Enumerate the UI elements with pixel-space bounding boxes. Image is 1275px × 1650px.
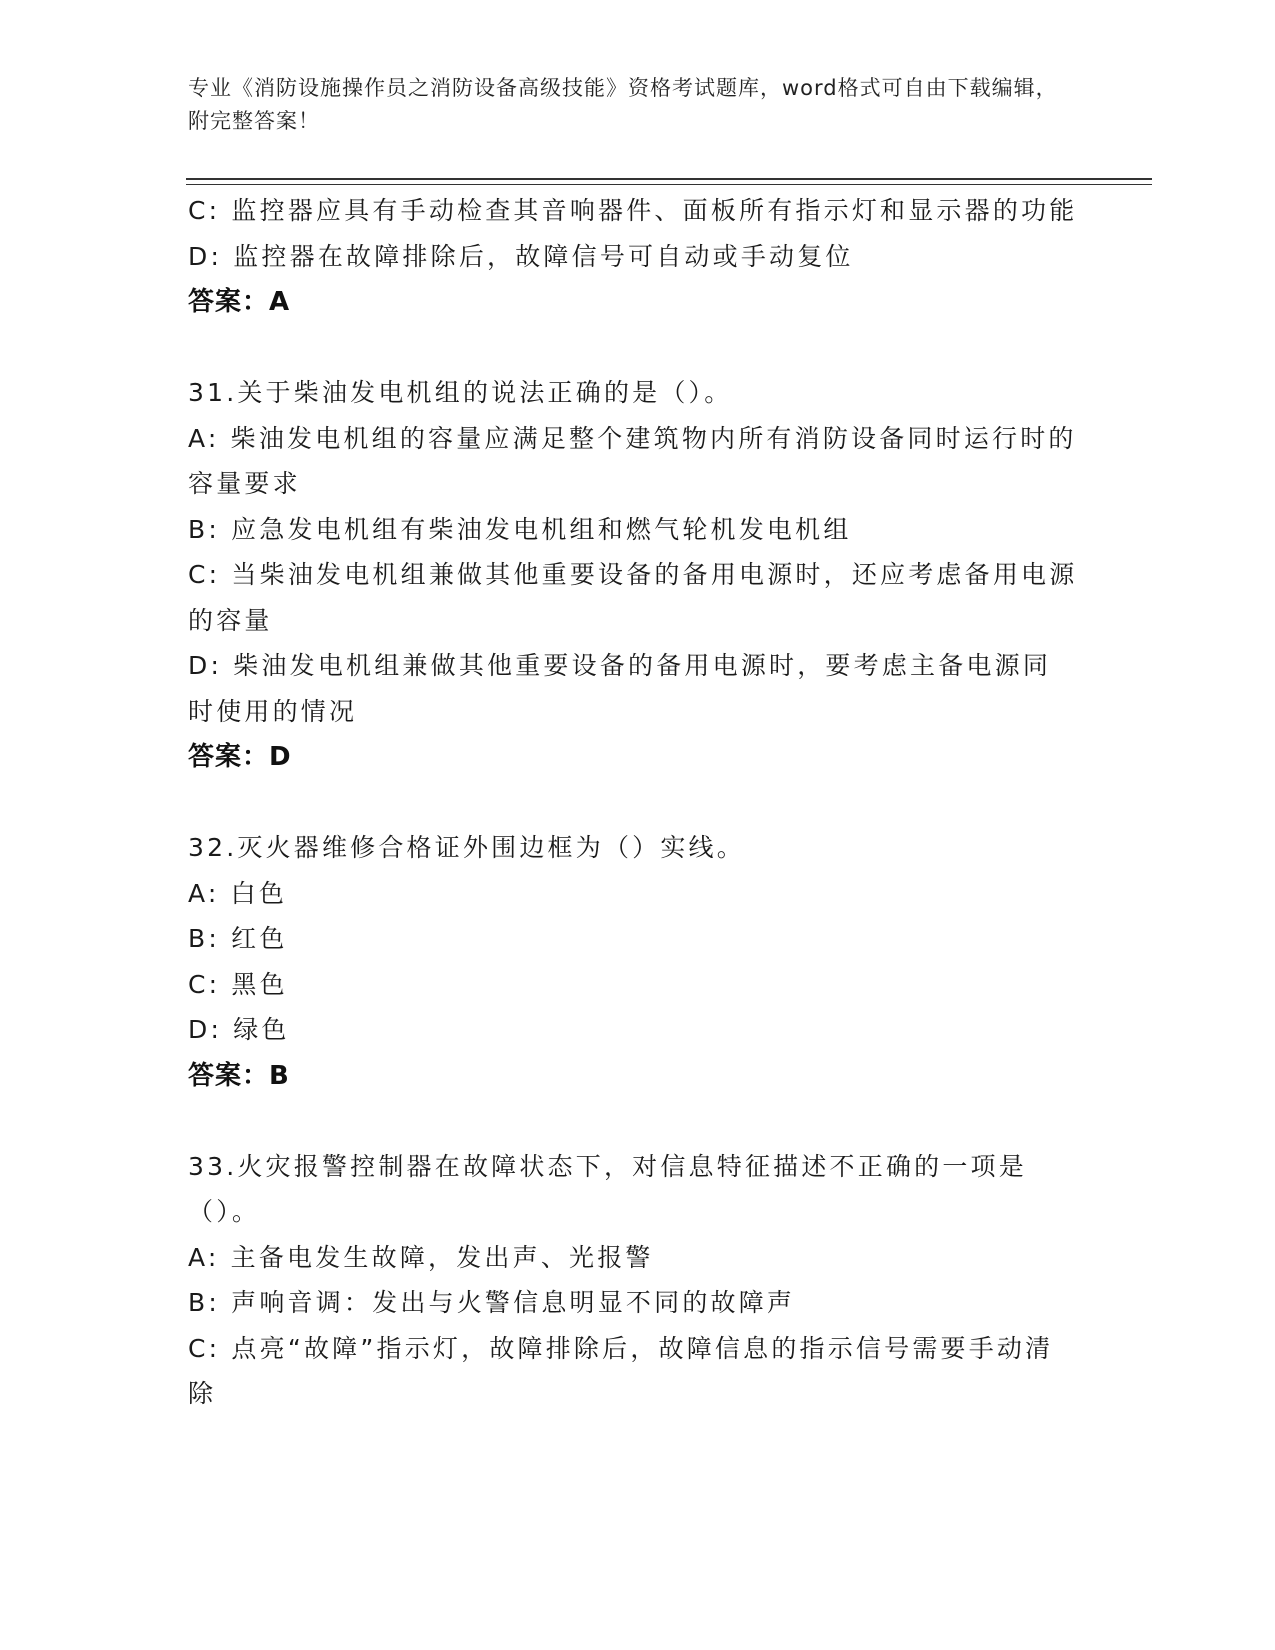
question-31	[188, 370, 1078, 780]
option-c: C: 监控器应具有手动检查其音响器件、面板所有指示灯和显示器的功能	[188, 196, 1078, 225]
answer: 答案：A	[188, 287, 291, 317]
option-c: C: 点亮“故障”指示灯，故障排除后，故障信息的指示信号需要手动清除	[188, 1333, 1054, 1408]
option-a: A: 主备电发生故障，发出声、光报警	[188, 1242, 654, 1272]
question-33	[188, 1144, 1078, 1417]
option-d: D: 柴油发电机组兼做其他重要设备的备用电源时，要考虑主备电源同时使用的情况	[188, 651, 1052, 726]
option-a: A: 白色	[188, 878, 288, 908]
document-header: 专业《消防设施操作员之消防设备高级技能》资格考试题库，word格式可自由下载编辑，附完整答案！	[188, 76, 1058, 133]
header-divider-thin	[186, 184, 1152, 185]
answer: 答案：B	[188, 1060, 290, 1091]
option-d: D: 监控器在故障排除后，故障信号可自动或手动复位	[188, 241, 854, 271]
question-32	[188, 825, 1078, 1099]
option-c: C: 当柴油发电机组兼做其他重要设备的备用电源时，还应考虑备用电源的容量	[188, 560, 1078, 635]
question-stem: 32.灭火器维修合格证外围边框为（）实线。	[188, 833, 745, 862]
answer: 答案：D	[188, 742, 292, 772]
question-list	[188, 188, 1078, 1417]
option-d: D: 绿色	[188, 1015, 290, 1044]
option-b: B: 红色	[188, 924, 288, 953]
question-stem: 33.火灾报警控制器在故障状态下，对信息特征描述不正确的一项是（）。	[188, 1151, 1027, 1226]
option-c: C: 黑色	[188, 969, 288, 999]
option-b: B: 应急发电机组有柴油发电机组和燃气轮机发电机组	[188, 514, 852, 544]
header-divider	[186, 178, 1152, 180]
question-stem: 31.关于柴油发电机组的说法正确的是（）。	[188, 378, 733, 407]
option-b: B: 声响音调：发出与火警信息明显不同的故障声	[188, 1288, 796, 1317]
option-a: A: 柴油发电机组的容量应满足整个建筑物内所有消防设备同时运行时的容量要求	[188, 423, 1077, 498]
previous-question-tail	[188, 188, 1078, 325]
